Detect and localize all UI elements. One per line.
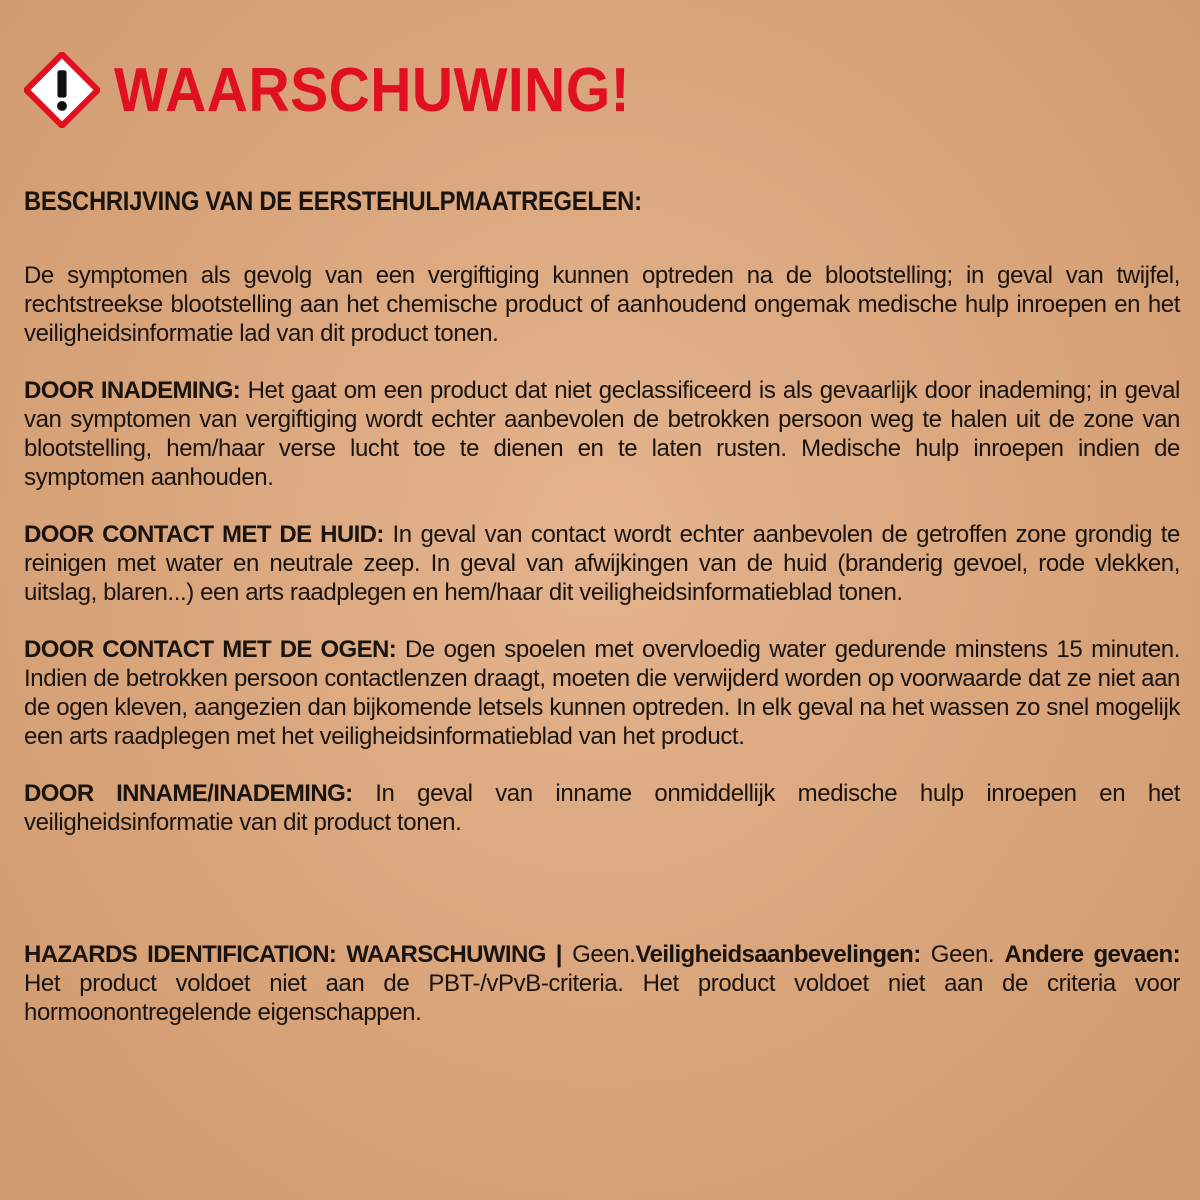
- other-hazards-text: Het product voldoet niet aan de PBT-/vPvB-criteria. Het product voldoet niet aan de criteria voor hormoonontregelende eigenschappen.: [24, 970, 1180, 1026]
- paragraph-label: DOOR CONTACT MET DE OGEN:: [24, 636, 397, 663]
- section-heading: BESCHRIJVING VAN DE EERSTEHULPMAATREGELEN:: [24, 186, 642, 216]
- paragraph-ogen: [24, 635, 1180, 751]
- paragraph-inademing: [24, 376, 1180, 492]
- paragraph-text: In geval van contact wordt echter aanbevolen de getroffen zone grondig te reinigen met water en neutrale zeep. In geval van afwijkingen van de huid (branderig gevoel, rode vlekken, uitslag, blaren...) een arts raadplegen en hem/haar dit veiligheidsinformatieblad tonen.: [24, 521, 1180, 606]
- other-hazards-label: Andere gevaen:: [1004, 941, 1180, 968]
- hazards-label: HAZARDS IDENTIFICATION: WAARSCHUWING |: [24, 941, 562, 968]
- warning-header: [24, 52, 675, 128]
- paragraph-inname: [24, 779, 1180, 837]
- ghs-exclamation-icon: [24, 52, 100, 128]
- hazards-paragraph: [24, 940, 1180, 1027]
- paragraph-text: In geval van inname onmiddellijk medische hulp inroepen en het veiligheidsinformatie van dit product tonen.: [24, 780, 1180, 836]
- safety-recommendations-text: Geen.: [920, 941, 1005, 968]
- paragraph-label: DOOR CONTACT MET DE HUID:: [24, 521, 384, 548]
- paragraph-label: DOOR INADEMING:: [24, 377, 241, 404]
- paragraph-label: DOOR INNAME/INADEMING:: [24, 780, 353, 807]
- paragraph-text: Het gaat om een product dat niet geclassificeerd is als gevaarlijk door inademing; in geval van symptomen van vergiftiging wordt echter aanbevolen de betrokken persoon weg te halen uit de zone van blootstelling, hem/haar verse lucht toe te dienen en te laten rusten. Medische hulp inroepen indien de symptomen aanhouden.: [24, 377, 1180, 491]
- intro-paragraph: De symptomen als gevolg van een vergiftiging kunnen optreden na de blootstelling; in geval van twijfel, rechtstreekse blootstelling aan het chemische product of aanhoudend ongemak medische hulp inroepen en het veiligheidsinformatie lad van dit product tonen.: [24, 262, 1180, 347]
- hazards-section: [24, 940, 1180, 1027]
- paragraph-huid: [24, 520, 1180, 607]
- safety-recommendations-label: Veiligheidsaanbevelingen:: [635, 941, 921, 968]
- hazards-text: Geen.: [561, 941, 636, 968]
- first-aid-section: [24, 186, 1180, 865]
- paragraph-text: De ogen spoelen met overvloedig water gedurende minstens 15 minuten. Indien de betrokken persoon contactlenzen draagt, moeten die verwijderd worden op voorwaarde dat ze niet aan de ogen kleven, aangezien dan bijkomende letsels kunnen optreden. In elk geval na het wassen zo snel mogelijk een arts raadplegen met het veiligheidsinformatieblad van het product.: [24, 636, 1180, 750]
- warning-title: WAARSCHUWING!: [114, 55, 631, 125]
